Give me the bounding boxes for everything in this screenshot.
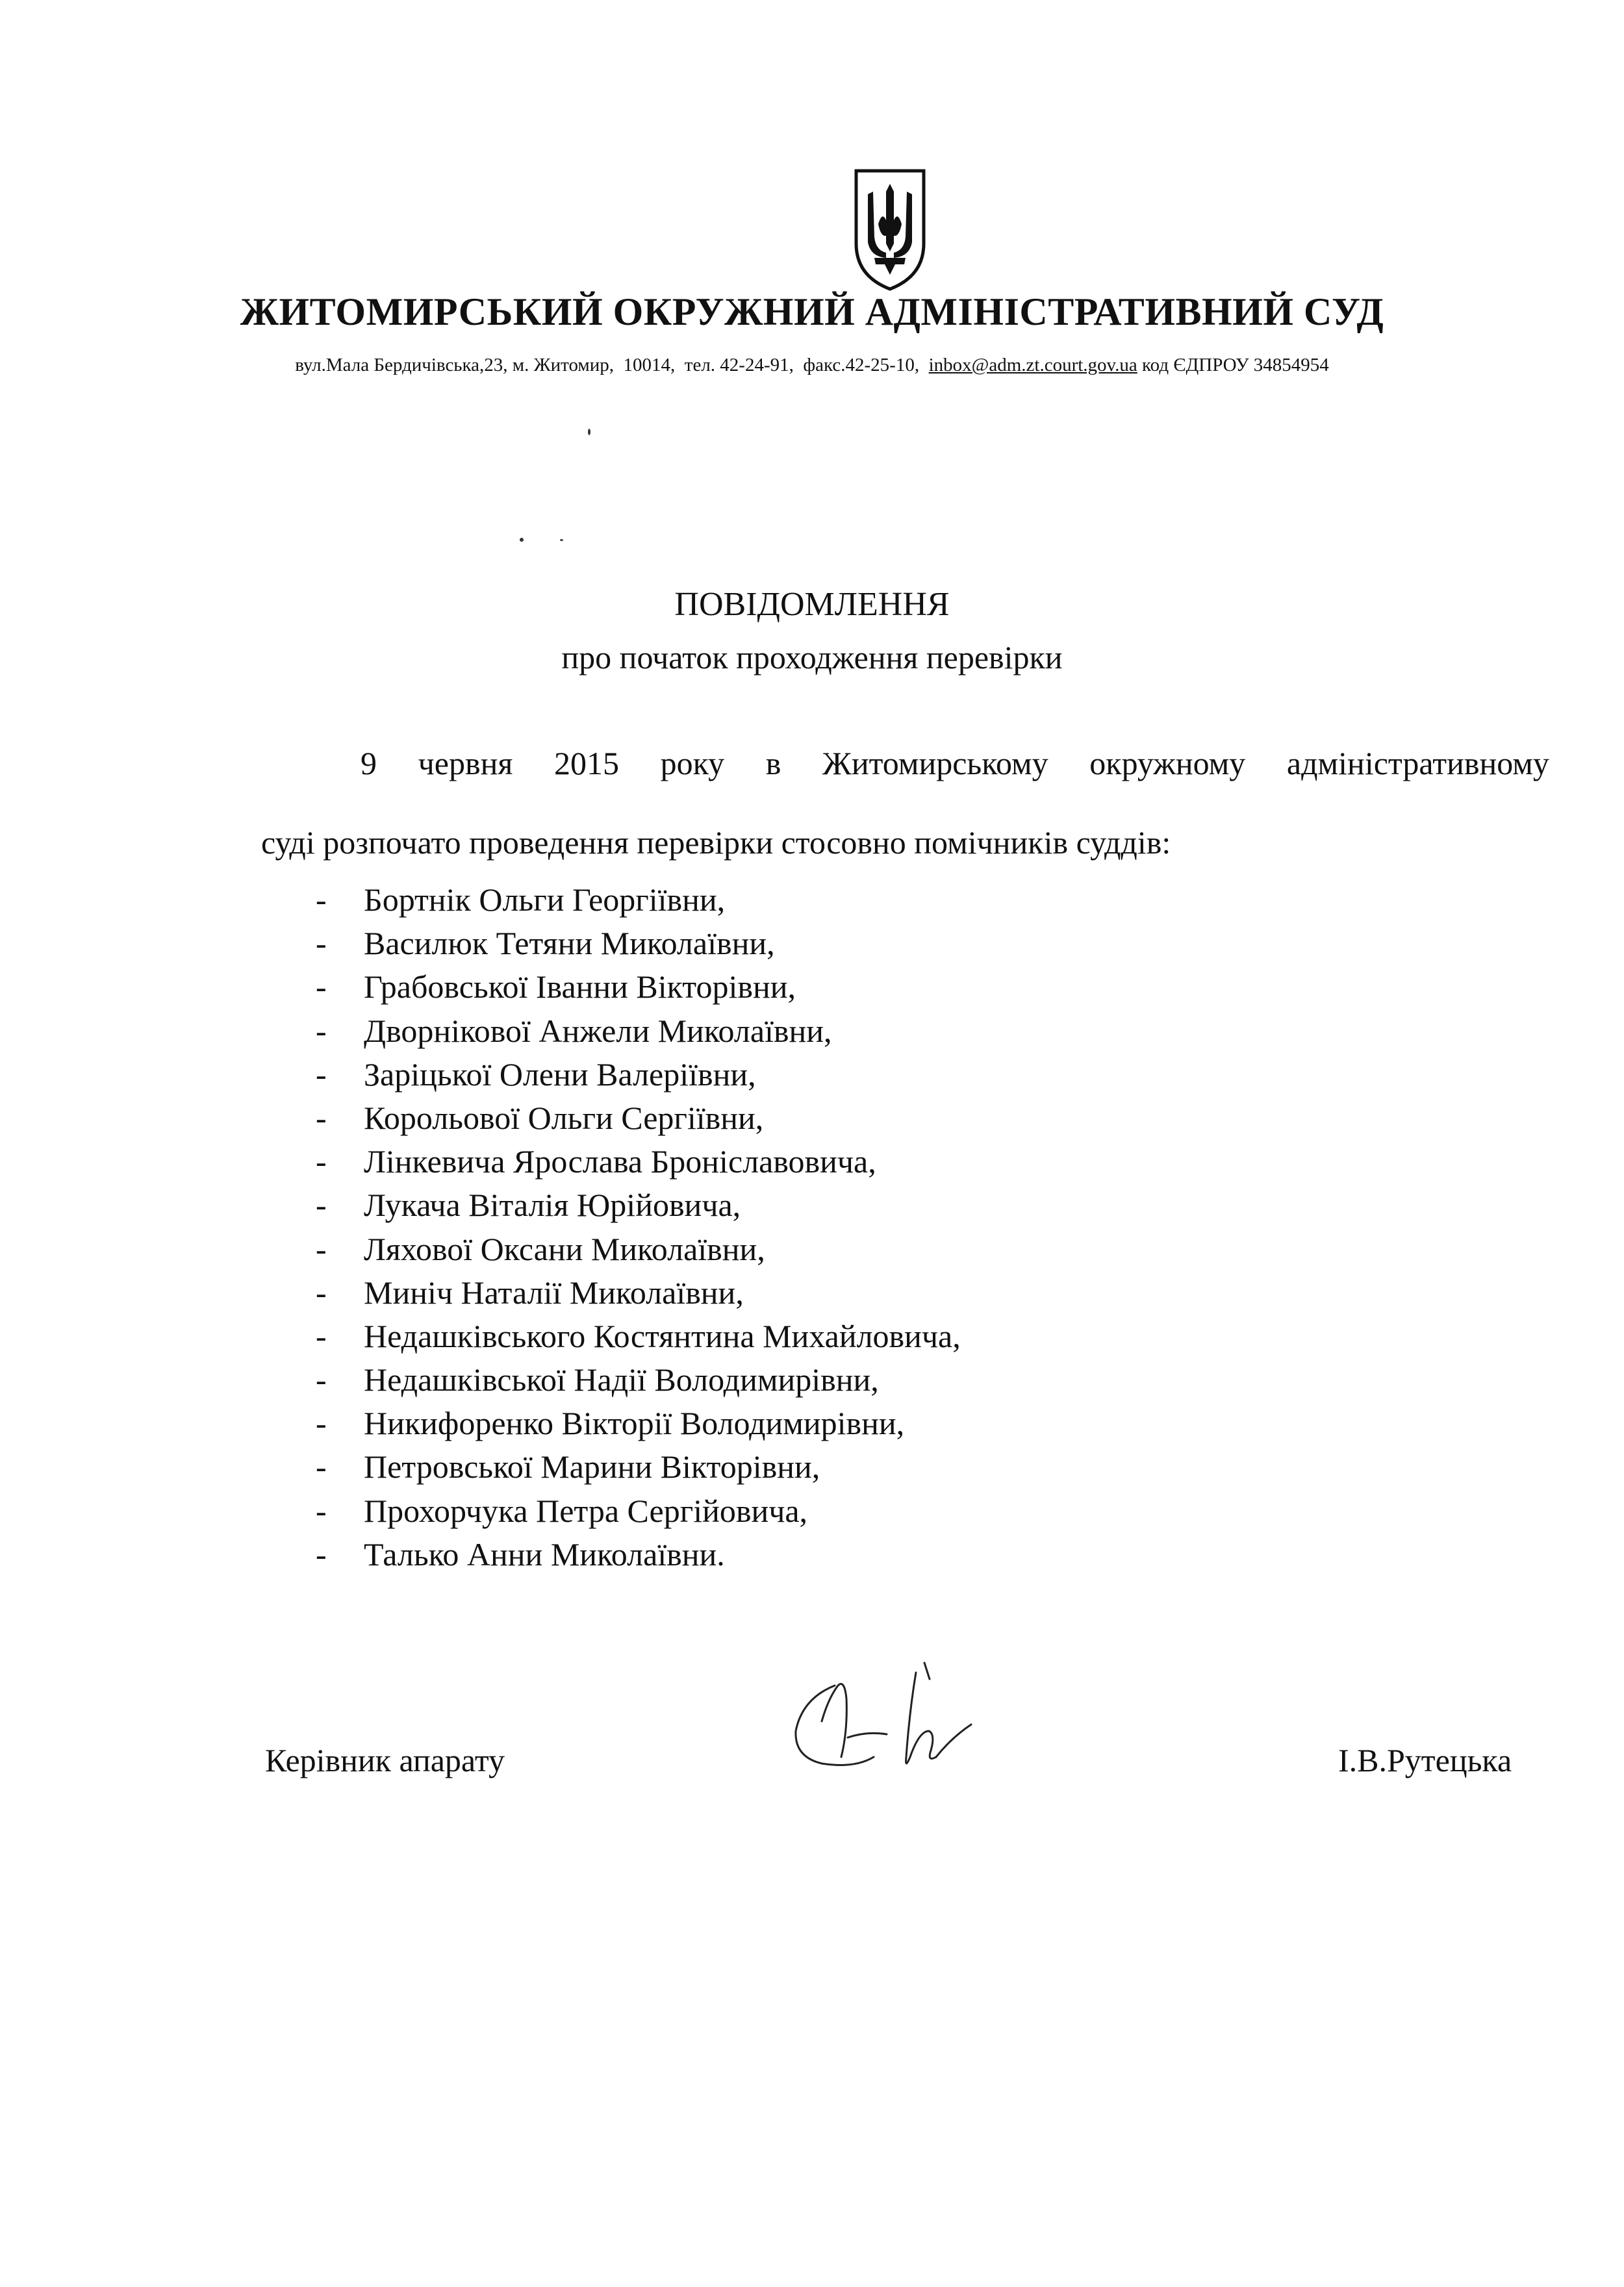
list-dash-marker: - [316,1405,327,1442]
paragraph-word: адміністративному [1286,745,1549,781]
assistant-name: Талько Анни Миколаївни. [364,1535,725,1573]
list-dash-marker: - [316,881,327,918]
assistant-name: Недашківської Надії Володимирівни, [364,1361,879,1398]
paragraph-word: року [660,745,725,781]
list-dash-marker: - [316,925,327,962]
signatory-name: І.В.Рутецька [1338,1742,1512,1778]
assistant-name: Миніч Наталії Миколаївни, [364,1274,744,1311]
list-dash-marker: - [316,1492,327,1529]
assistant-name: Петровської Марини Вікторівни, [364,1448,820,1485]
court-edrpou-code: код ЄДПРОУ 34854954 [1142,355,1329,375]
handwritten-signature [776,1660,1023,1796]
list-dash-marker: - [316,1143,327,1180]
court-postcode: 10014, [623,355,676,375]
court-contacts [0,356,1624,375]
paragraph-word: в [765,745,781,781]
ukraine-trident-coat-of-arms-icon [852,166,928,293]
scan-speck [520,538,524,542]
list-dash-marker: - [316,1012,327,1049]
scan-speck [588,429,590,435]
notice-paragraph-line-2: суді розпочато проведення перевірки стосовно помічників суддів: [261,824,1171,861]
court-fax: факс.42-25-10, [803,355,920,375]
court-email-link[interactable]: inbox@adm.zt.court.gov.ua [928,355,1137,375]
assistant-name: Грабовської Іванни Вікторівни, [364,968,796,1005]
paragraph-word: червня [418,745,513,781]
court-name: ЖИТОМИРСЬКИЙ ОКРУЖНИЙ АДМІНІСТРАТИВНИЙ СУД [240,290,1384,333]
list-dash-marker: - [316,1448,327,1485]
assistant-name: Заріцької Олени Валеріївни, [364,1055,756,1093]
paragraph-word: окружному [1089,745,1246,781]
assistant-name: Дворнікової Анжели Миколаївни, [364,1012,832,1049]
list-dash-marker: - [316,1535,327,1573]
assistant-name: Василюк Тетяни Миколаївни, [364,925,775,962]
list-dash-marker: - [316,968,327,1005]
court-phone: тел. 42-24-91, [684,355,794,375]
court-address: вул.Мала Бердичівська,23, м. Житомир, [295,355,615,375]
assistant-name: Корольової Ольги Сергіївни, [364,1099,764,1136]
document-title: ПОВІДОМЛЕННЯ [674,586,950,623]
assistant-name: Ляхової Оксани Миколаївни, [364,1230,765,1267]
list-dash-marker: - [316,1317,327,1354]
assistant-name: Лінкевича Ярослава Броніславовича, [364,1143,876,1180]
signatory-role: Керівник апарату [265,1742,505,1778]
list-dash-marker: - [316,1099,327,1136]
list-dash-marker: - [316,1055,327,1093]
assistant-name: Лукача Віталія Юрійовича, [364,1187,741,1224]
paragraph-word: 2015 [553,745,619,781]
paragraph-word: Житомирському [822,745,1048,781]
assistant-name: Недашківського Костянтина Михайловича, [364,1317,961,1354]
document-subtitle: про початок проходження перевірки [561,639,1063,676]
paragraph-word: 9 [361,745,377,781]
assistant-name: Никифоренко Вікторії Володимирівни, [364,1405,905,1442]
list-dash-marker: - [316,1361,327,1398]
assistant-name: Бортнік Ольги Георгіївни, [364,881,726,918]
list-dash-marker: - [316,1230,327,1267]
list-dash-marker: - [316,1187,327,1224]
notice-paragraph-line-1 [361,747,1549,779]
list-dash-marker: - [316,1274,327,1311]
assistant-name: Прохорчука Петра Сергійовича, [364,1492,808,1529]
scan-speck [560,539,563,541]
